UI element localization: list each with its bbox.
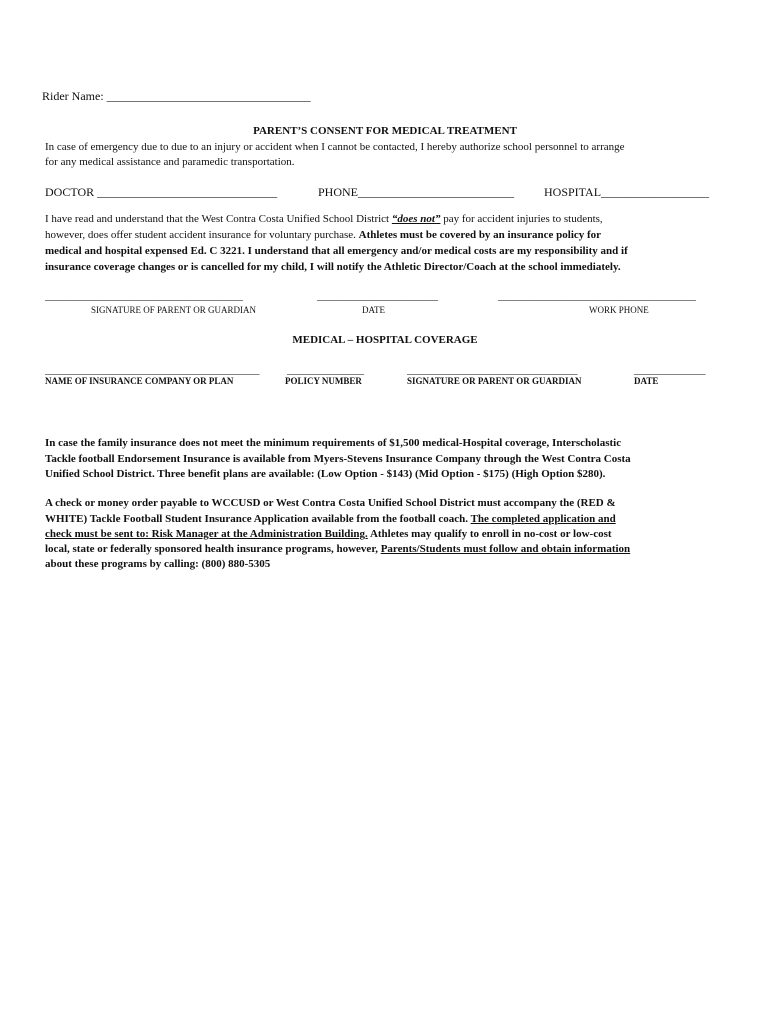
- coverage-date-line[interactable]: _____________: [634, 364, 706, 376]
- info2-line-2: [45, 513, 616, 525]
- info2-line-1: A check or money order payable to WCCUSD or West Contra Costa Unified School District must accompany the (RED &: [45, 497, 616, 509]
- coverage-signature-label: SIGNATURE OR PARENT OR GUARDIAN: [407, 376, 582, 386]
- hospital-field[interactable]: HOSPITAL__________________: [544, 185, 710, 199]
- consent-text: I have read and understand that the West Contra Costa Unified School District: [45, 213, 392, 225]
- consent-paragraph-line-3: medical and hospital expensed Ed. C 3221. I understand that all emergency and/or medical costs are my responsibility and if: [45, 245, 628, 257]
- info2-text: local, state or federally sponsored health insurance programs, however,: [45, 543, 381, 555]
- doctor-field[interactable]: DOCTOR ______________________________: [45, 185, 278, 199]
- info2-underlined-text: The completed application and: [470, 513, 616, 525]
- phone-field[interactable]: PHONE__________________________: [318, 185, 515, 199]
- consent-bold-text: Athletes must be covered by an insurance policy for: [358, 229, 602, 241]
- policy-number-line[interactable]: ______________: [287, 364, 364, 376]
- date-label: DATE: [362, 305, 385, 315]
- consent-text: however, does offer student accident insurance for voluntary purchase.: [45, 229, 359, 241]
- consent-title: PARENT’S CONSENT FOR MEDICAL TREATMENT: [253, 125, 517, 137]
- info1-line-1: In case the family insurance does not meet the minimum requirements of $1,500 medical-Hospital coverage, Interscholastic: [45, 437, 622, 449]
- insurance-company-line[interactable]: _______________________________________: [45, 364, 260, 376]
- info2-underlined-text: check must be sent to: Risk Manager at the Administration Building.: [45, 528, 368, 540]
- coverage-date-label: DATE: [634, 376, 659, 386]
- info2-line-3: [45, 528, 612, 540]
- work-phone-line[interactable]: ____________________________________: [498, 290, 696, 302]
- consent-intro-line-2: for any medical assistance and paramedic transportation.: [45, 156, 295, 168]
- consent-paragraph-line-1: [45, 213, 603, 225]
- info2-line-5: about these programs by calling: (800) 880-5305: [45, 558, 271, 570]
- parent-signature-label: SIGNATURE OF PARENT OR GUARDIAN: [91, 305, 257, 315]
- consent-intro-line-1: In case of emergency due to due to an injury or accident when I cannot be contacted, I hereby authorize school personnel to arrange: [45, 141, 625, 153]
- parent-signature-line[interactable]: ____________________________________: [45, 290, 243, 302]
- info2-underlined-text: Parents/Students must follow and obtain information: [380, 543, 631, 555]
- coverage-title: MEDICAL – HOSPITAL COVERAGE: [292, 334, 478, 346]
- info2-text: WHITE) Tackle Football Student Insurance Application available from the football coach.: [45, 513, 471, 525]
- info1-line-2: Tackle football Endorsement Insurance is available from Myers-Stevens Insurance Company through the West Contra Costa: [45, 453, 631, 465]
- coverage-signature-line[interactable]: _______________________________: [407, 364, 578, 376]
- consent-text: pay for accident injuries to students,: [440, 213, 603, 225]
- consent-paragraph-line-2: [45, 229, 601, 241]
- info2-text: Athletes may qualify to enroll in no-cost or low-cost: [367, 528, 612, 540]
- date-line[interactable]: ______________________: [317, 290, 438, 302]
- consent-paragraph-line-4: insurance coverage changes or is cancelled for my child, I will notify the Athletic Director/Coach at the school immediately.: [45, 261, 621, 273]
- rider-name-field[interactable]: Rider Name: __________________________________: [42, 89, 311, 103]
- info2-line-4: [45, 543, 630, 555]
- info1-line-3: Unified School District. Three benefit plans are available: (Low Option - $143) (Mid Option - $175) (High Option $280).: [45, 468, 606, 480]
- work-phone-label: WORK PHONE: [589, 305, 649, 315]
- insurance-company-label: NAME OF INSURANCE COMPANY OR PLAN: [45, 376, 234, 386]
- policy-number-label: POLICY NUMBER: [285, 376, 362, 386]
- does-not-emphasis: “does not”: [391, 213, 441, 225]
